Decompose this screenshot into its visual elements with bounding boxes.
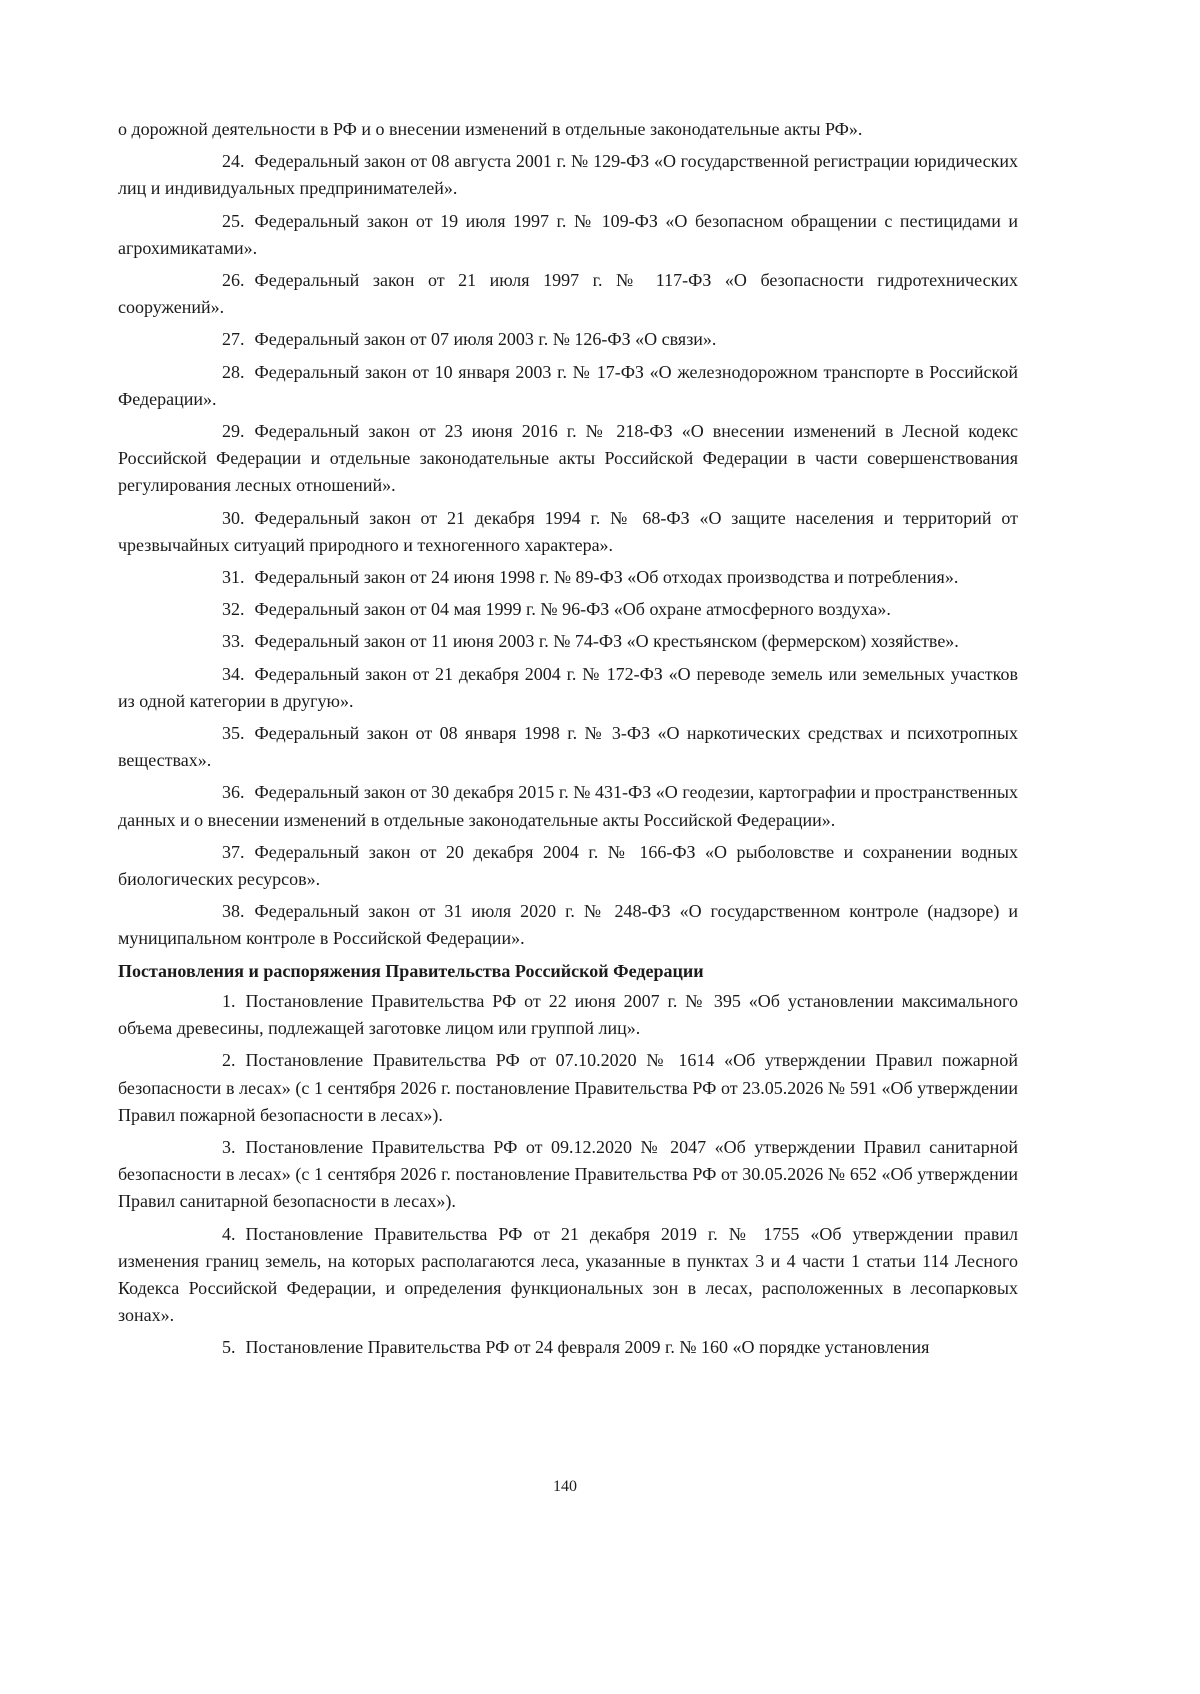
- resolution-number: 5.: [222, 1337, 236, 1358]
- law-number: 34.: [222, 663, 245, 684]
- intro-paragraph: о дорожной деятельности в РФ и о внесении изменений в отдельные законодательные акты РФ».: [118, 119, 863, 139]
- document-page: [118, 116, 1018, 1367]
- law-item: [118, 628, 1018, 655]
- law-text: Федеральный закон от 08 августа 2001 г. № 129-ФЗ «О государственной регистрации юридических лиц и индивидуальных предпринимателей».: [118, 151, 1018, 199]
- law-item: [118, 148, 1018, 202]
- law-number: 30.: [222, 507, 245, 528]
- resolution-text: Постановление Правительства РФ от 22 июня 2007 г. № 395 «Об установлении максимального объема древесины, подлежащей заготовке лицом или группой лиц».: [118, 990, 1018, 1039]
- law-item: [118, 596, 1018, 623]
- law-text: Федеральный закон от 21 декабря 2004 г. № 172-ФЗ «О переводе земель или земельных участков из одной категории в другую».: [118, 663, 1018, 711]
- law-number: 29.: [222, 421, 245, 442]
- page-number: 140: [553, 1478, 577, 1495]
- law-number: 36.: [222, 782, 245, 803]
- law-item: [118, 839, 1018, 893]
- law-item: [118, 898, 1018, 952]
- resolution-text: Постановление Правительства РФ от 09.12.2020 № 2047 «Об утверждении Правил санитарной безопасности в лесах» (с 1 сентября 2026 г. постановление Правительства РФ от 30.05.2026 № 652 «Об утверждении Правил санитарной безопасности в лесах»).: [118, 1136, 1018, 1212]
- law-number: 35.: [222, 723, 245, 744]
- resolution-text: Постановление Правительства РФ от 21 декабря 2019 г. № 1755 «Об утверждении правил изменения границ земель, на которых располагаются леса, указанные в пунктах 3 и 4 части 1 статьи 114 Лесного Кодекса Российской Федерации, и определения функциональных зон в лесах, расположенных в лесопарковых зонах».: [118, 1223, 1018, 1326]
- law-text: Федеральный закон от 08 января 1998 г. № 3-ФЗ «О наркотических средствах и психотропных веществах».: [118, 723, 1018, 771]
- law-number: 27.: [222, 329, 245, 350]
- law-item: [118, 779, 1018, 833]
- law-item: [118, 418, 1018, 500]
- law-text: Федеральный закон от 10 января 2003 г. № 17-ФЗ «О железнодорожном транспорте в Российской Федерации».: [118, 361, 1018, 409]
- law-number: 37.: [222, 841, 245, 862]
- law-item: [118, 661, 1018, 715]
- resolution-number: 3.: [222, 1136, 236, 1157]
- government-resolutions-list: [118, 988, 1018, 1362]
- law-text: Федеральный закон от 20 декабря 2004 г. № 166-ФЗ «О рыболовстве и сохранении водных биологических ресурсов».: [118, 841, 1018, 890]
- law-item: [118, 359, 1018, 413]
- law-text: Федеральный закон от 24 июня 1998 г. № 89-ФЗ «Об отходах производства и потребления».: [254, 567, 959, 588]
- law-number: 24.: [222, 151, 245, 172]
- resolution-item: [118, 988, 1018, 1042]
- law-item: [118, 720, 1018, 774]
- resolution-item: [118, 1334, 1018, 1361]
- resolution-text: Постановление Правительства РФ от 07.10.2020 № 1614 «Об утверждении Правил пожарной безопасности в лесах» (с 1 сентября 2026 г. постановление Правительства РФ от 23.05.2026 № 591 «Об утверждении Правил пожарной безопасности в лесах»).: [118, 1050, 1018, 1125]
- law-item: [118, 326, 1018, 353]
- law-text: Федеральный закон от 30 декабря 2015 г. № 431-ФЗ «О геодезии, картографии и пространственных данных и о внесении изменений в отдельные законодательные акты Российской Федерации».: [118, 782, 1018, 830]
- law-item: [118, 267, 1018, 321]
- resolution-item: [118, 1221, 1018, 1330]
- law-text: Федеральный закон от 21 июля 1997 г. № 117-ФЗ «О безопасности гидротехнических сооружений».: [118, 270, 1018, 318]
- resolution-item: [118, 1134, 1018, 1216]
- law-text: Федеральный закон от 07 июля 2003 г. № 126-ФЗ «О связи».: [254, 329, 717, 350]
- law-text: Федеральный закон от 04 мая 1999 г. № 96-ФЗ «Об охране атмосферного воздуха».: [254, 599, 891, 620]
- law-item: [118, 505, 1018, 559]
- law-text: Федеральный закон от 11 июня 2003 г. № 74-ФЗ «О крестьянском (фермерском) хозяйстве».: [254, 631, 959, 652]
- law-text: Федеральный закон от 23 июня 2016 г. № 218-ФЗ «О внесении изменений в Лесной кодекс Российской Федерации и отдельные законодательные акты Российской Федерации в части совершенствования регулирования лесных отношений».: [118, 421, 1018, 496]
- law-number: 31.: [222, 567, 245, 588]
- resolution-number: 4.: [222, 1223, 236, 1244]
- law-number: 25.: [222, 210, 245, 231]
- resolution-number: 2.: [222, 1050, 236, 1071]
- law-number: 28.: [222, 361, 245, 382]
- law-number: 33.: [222, 631, 245, 652]
- law-number: 38.: [222, 901, 245, 922]
- law-text: Федеральный закон от 31 июля 2020 г. № 248-ФЗ «О государственном контроле (надзоре) и муниципальном контроле в Российской Федерации».: [118, 901, 1018, 949]
- law-text: Федеральный закон от 21 декабря 1994 г. № 68-ФЗ «О защите населения и территорий от чрезвычайных ситуаций природного и техногенного характера».: [118, 507, 1018, 555]
- law-item: [118, 208, 1018, 262]
- section-heading: Постановления и распоряжения Правительства Российской Федерации: [118, 960, 704, 981]
- law-number: 26.: [222, 270, 245, 291]
- resolution-item: [118, 1047, 1018, 1129]
- resolution-text: Постановление Правительства РФ от 24 февраля 2009 г. № 160 «О порядке установления: [245, 1337, 930, 1358]
- law-number: 32.: [222, 599, 245, 620]
- law-text: Федеральный закон от 19 июля 1997 г. № 109-ФЗ «О безопасном обращении с пестицидами и агрохимикатами».: [118, 210, 1018, 258]
- federal-laws-list: [118, 148, 1018, 952]
- resolution-number: 1.: [222, 990, 236, 1011]
- law-item: [118, 564, 1018, 591]
